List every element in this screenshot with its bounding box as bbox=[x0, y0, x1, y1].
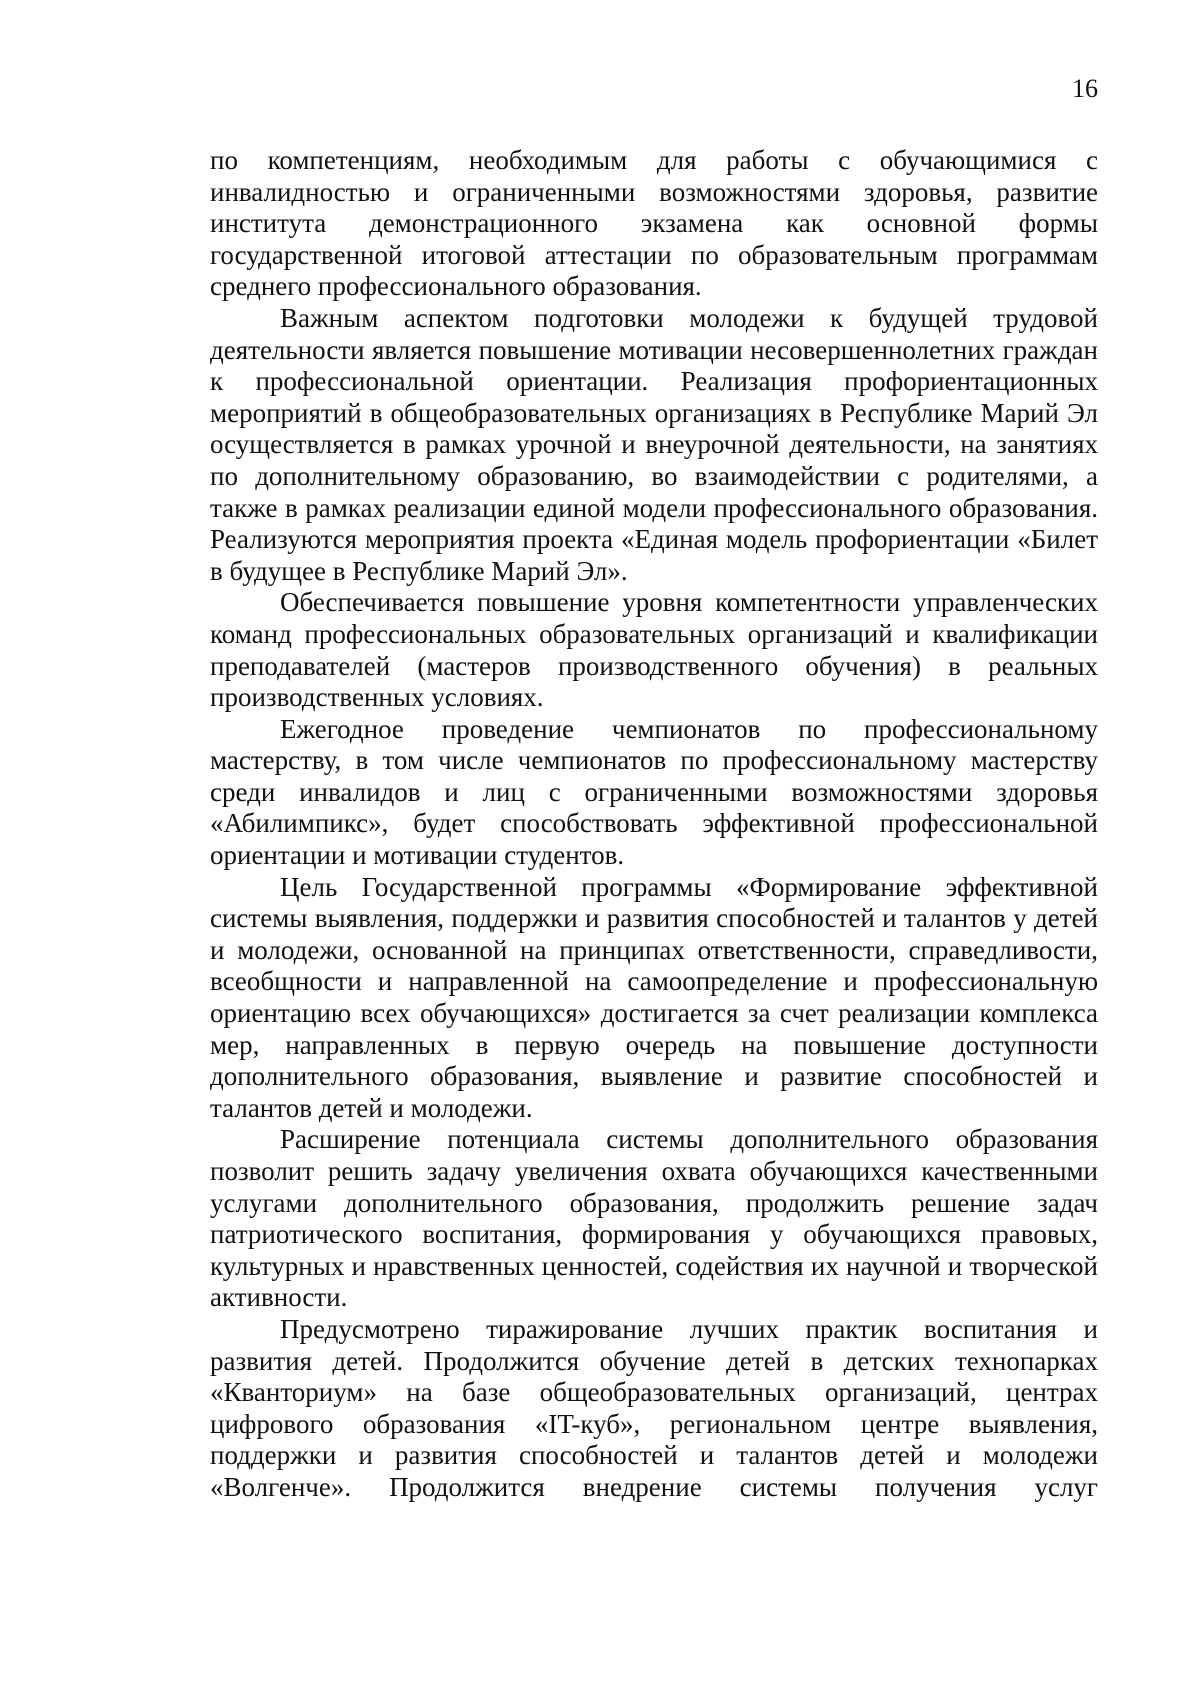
paragraph: Цель Государственной программы «Формирование эффективной системы выявления, поддержки и развития способностей и талантов у детей и молодежи, основанной на принципах ответственности, справедливости, всеобщности и направленной на самоопределение и профессиональную ориентацию всех обучающихся» достигается за счет реализации комплекса мер, направленных в первую очередь на повышение доступности дополнительного образования, выявление и развитие способностей и талантов детей и молодежи. bbox=[210, 871, 1098, 1123]
paragraph: Ежегодное проведение чемпионатов по профессиональному мастерству, в том числе чемпионатов по профессиональному мастерству среди инвалидов и лиц с ограниченными возможностями здоровья «Абилимпикс», будет способствовать эффективной профессиональной ориентации и мотивации студентов. bbox=[210, 713, 1098, 871]
body-text bbox=[210, 145, 1098, 1504]
paragraph: Расширение потенциала системы дополнительного образования позволит решить задачу увеличения охвата обучающихся качественными услугами дополнительного образования, продолжить решение задач патриотического воспитания, формирования у обучающихся правовых, культурных и нравственных ценностей, содействия их научной и творческой активности. bbox=[210, 1124, 1098, 1313]
paragraph: Обеспечивается повышение уровня компетентности управленческих команд профессиональных образовательных организаций и квалификации преподавателей (мастеров производственного обучения) в реальных производственных условиях. bbox=[210, 587, 1098, 713]
paragraph-continuation: по компетенциям, необходимым для работы с обучающимися с инвалидностью и ограниченными возможностями здоровья, развитие института демонстрационного экзамена как основной формы государственной итоговой аттестации по образовательным программам среднего профессионального образования. bbox=[210, 145, 1098, 302]
paragraph-continues: Предусмотрено тиражирование лучших практик воспитания и развития детей. Продолжится обучение детей в детских технопарках «Кванториум» на базе общеобразовательных организаций, центрах цифрового образования «IT-куб», региональном центре выявления, поддержки и развития способностей и талантов детей и молодежи «Волгенче». Продолжится внедрение системы получения услуг bbox=[210, 1313, 1098, 1502]
page-number: 16 bbox=[1072, 74, 1098, 103]
paragraph: Важным аспектом подготовки молодежи к будущей трудовой деятельности является повышение мотивации несовершеннолетних граждан к профессиональной ориентации. Реализация профориентационных мероприятий в общеобразовательных организациях в Республике Марий Эл осуществляется в рамках урочной и внеурочной деятельности, на занятиях по дополнительному образованию, во взаимодействии с родителями, а также в рамках реализации единой модели профессионального образования. Реализуются мероприятия проекта «Единая модель профориентации «Билет в будущее в Республике Марий Эл». bbox=[210, 302, 1098, 586]
